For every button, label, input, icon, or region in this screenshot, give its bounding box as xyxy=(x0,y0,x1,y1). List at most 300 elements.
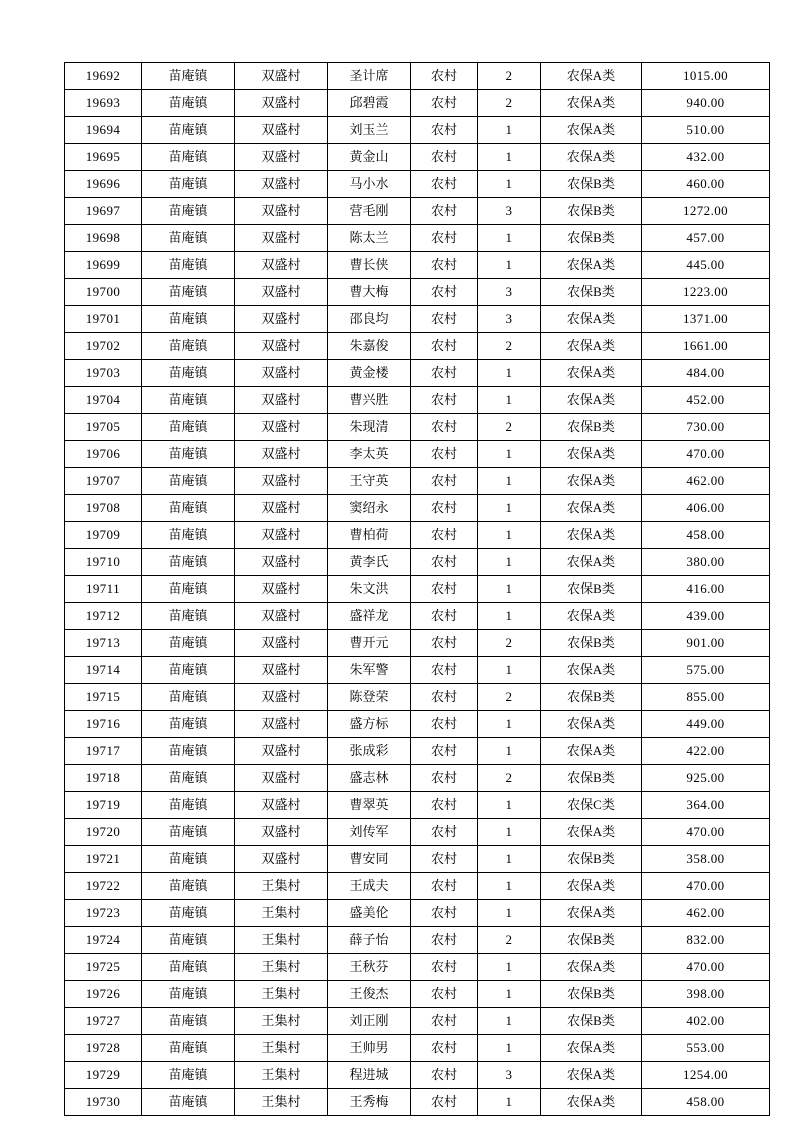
cell-amount: 832.00 xyxy=(642,927,770,954)
cell-amount: 730.00 xyxy=(642,414,770,441)
table-row xyxy=(65,1062,770,1089)
cell-town: 苗庵镇 xyxy=(142,1035,235,1062)
cell-amount: 380.00 xyxy=(642,549,770,576)
cell-town: 苗庵镇 xyxy=(142,63,235,90)
cell-town: 苗庵镇 xyxy=(142,792,235,819)
cell-id: 19728 xyxy=(65,1035,142,1062)
cell-type: 农村 xyxy=(411,171,478,198)
cell-id: 19705 xyxy=(65,414,142,441)
cell-count: 1 xyxy=(478,225,541,252)
subsidy-table xyxy=(64,62,770,1116)
cell-type: 农村 xyxy=(411,495,478,522)
table-row xyxy=(65,90,770,117)
cell-village: 双盛村 xyxy=(235,495,328,522)
table-row xyxy=(65,360,770,387)
cell-id: 19693 xyxy=(65,90,142,117)
cell-id: 19716 xyxy=(65,711,142,738)
cell-type: 农村 xyxy=(411,981,478,1008)
cell-category: 农保A类 xyxy=(541,306,642,333)
cell-category: 农保B类 xyxy=(541,1008,642,1035)
cell-name: 营毛刚 xyxy=(328,198,411,225)
cell-amount: 1223.00 xyxy=(642,279,770,306)
cell-id: 19717 xyxy=(65,738,142,765)
cell-name: 马小水 xyxy=(328,171,411,198)
cell-village: 双盛村 xyxy=(235,225,328,252)
cell-category: 农保A类 xyxy=(541,603,642,630)
cell-amount: 855.00 xyxy=(642,684,770,711)
cell-amount: 398.00 xyxy=(642,981,770,1008)
table-row xyxy=(65,549,770,576)
cell-village: 双盛村 xyxy=(235,738,328,765)
cell-type: 农村 xyxy=(411,144,478,171)
cell-village: 双盛村 xyxy=(235,441,328,468)
cell-name: 陈太兰 xyxy=(328,225,411,252)
cell-count: 1 xyxy=(478,522,541,549)
cell-village: 王集村 xyxy=(235,1008,328,1035)
cell-count: 2 xyxy=(478,765,541,792)
cell-amount: 470.00 xyxy=(642,819,770,846)
cell-category: 农保B类 xyxy=(541,765,642,792)
cell-amount: 470.00 xyxy=(642,873,770,900)
cell-name: 邵良均 xyxy=(328,306,411,333)
cell-count: 1 xyxy=(478,441,541,468)
cell-town: 苗庵镇 xyxy=(142,630,235,657)
cell-village: 双盛村 xyxy=(235,468,328,495)
cell-id: 19715 xyxy=(65,684,142,711)
cell-name: 王俊杰 xyxy=(328,981,411,1008)
cell-town: 苗庵镇 xyxy=(142,495,235,522)
cell-id: 19702 xyxy=(65,333,142,360)
cell-id: 19724 xyxy=(65,927,142,954)
table-row xyxy=(65,927,770,954)
cell-amount: 510.00 xyxy=(642,117,770,144)
cell-name: 盛祥龙 xyxy=(328,603,411,630)
cell-town: 苗庵镇 xyxy=(142,90,235,117)
cell-type: 农村 xyxy=(411,360,478,387)
cell-name: 朱现清 xyxy=(328,414,411,441)
cell-type: 农村 xyxy=(411,522,478,549)
cell-category: 农保B类 xyxy=(541,225,642,252)
cell-category: 农保A类 xyxy=(541,468,642,495)
cell-name: 圣计席 xyxy=(328,63,411,90)
cell-amount: 470.00 xyxy=(642,954,770,981)
cell-amount: 1015.00 xyxy=(642,63,770,90)
cell-id: 19709 xyxy=(65,522,142,549)
cell-id: 19721 xyxy=(65,846,142,873)
cell-type: 农村 xyxy=(411,630,478,657)
table-row xyxy=(65,738,770,765)
cell-id: 19713 xyxy=(65,630,142,657)
cell-count: 1 xyxy=(478,1035,541,1062)
cell-type: 农村 xyxy=(411,792,478,819)
cell-category: 农保B类 xyxy=(541,981,642,1008)
cell-name: 刘传军 xyxy=(328,819,411,846)
cell-town: 苗庵镇 xyxy=(142,549,235,576)
cell-amount: 445.00 xyxy=(642,252,770,279)
cell-name: 薛子怡 xyxy=(328,927,411,954)
table-row xyxy=(65,387,770,414)
table-row xyxy=(65,819,770,846)
cell-count: 2 xyxy=(478,630,541,657)
table-row xyxy=(65,711,770,738)
cell-type: 农村 xyxy=(411,819,478,846)
cell-village: 王集村 xyxy=(235,927,328,954)
cell-id: 19708 xyxy=(65,495,142,522)
cell-name: 刘正刚 xyxy=(328,1008,411,1035)
cell-category: 农保B类 xyxy=(541,279,642,306)
cell-amount: 1272.00 xyxy=(642,198,770,225)
cell-count: 2 xyxy=(478,414,541,441)
cell-count: 3 xyxy=(478,1062,541,1089)
cell-village: 王集村 xyxy=(235,900,328,927)
cell-name: 邱碧霞 xyxy=(328,90,411,117)
cell-count: 1 xyxy=(478,117,541,144)
cell-amount: 458.00 xyxy=(642,1089,770,1116)
cell-village: 双盛村 xyxy=(235,765,328,792)
table-row xyxy=(65,630,770,657)
cell-count: 3 xyxy=(478,198,541,225)
cell-town: 苗庵镇 xyxy=(142,846,235,873)
cell-name: 曹柏荷 xyxy=(328,522,411,549)
cell-type: 农村 xyxy=(411,387,478,414)
cell-amount: 358.00 xyxy=(642,846,770,873)
cell-category: 农保B类 xyxy=(541,630,642,657)
cell-town: 苗庵镇 xyxy=(142,873,235,900)
cell-village: 王集村 xyxy=(235,1062,328,1089)
cell-town: 苗庵镇 xyxy=(142,441,235,468)
cell-category: 农保A类 xyxy=(541,873,642,900)
cell-town: 苗庵镇 xyxy=(142,738,235,765)
cell-count: 1 xyxy=(478,252,541,279)
cell-village: 双盛村 xyxy=(235,630,328,657)
table-row xyxy=(65,468,770,495)
cell-name: 朱军警 xyxy=(328,657,411,684)
cell-count: 1 xyxy=(478,360,541,387)
cell-name: 王帅男 xyxy=(328,1035,411,1062)
table-row xyxy=(65,225,770,252)
cell-name: 王守英 xyxy=(328,468,411,495)
cell-village: 王集村 xyxy=(235,873,328,900)
cell-amount: 432.00 xyxy=(642,144,770,171)
cell-type: 农村 xyxy=(411,117,478,144)
cell-type: 农村 xyxy=(411,441,478,468)
cell-category: 农保B类 xyxy=(541,198,642,225)
cell-amount: 940.00 xyxy=(642,90,770,117)
cell-town: 苗庵镇 xyxy=(142,279,235,306)
cell-count: 1 xyxy=(478,387,541,414)
cell-town: 苗庵镇 xyxy=(142,711,235,738)
cell-name: 王成夫 xyxy=(328,873,411,900)
cell-village: 王集村 xyxy=(235,1089,328,1116)
cell-town: 苗庵镇 xyxy=(142,171,235,198)
cell-id: 19725 xyxy=(65,954,142,981)
cell-id: 19694 xyxy=(65,117,142,144)
table-row xyxy=(65,117,770,144)
cell-name: 黄李氏 xyxy=(328,549,411,576)
cell-town: 苗庵镇 xyxy=(142,522,235,549)
cell-category: 农保A类 xyxy=(541,657,642,684)
cell-village: 双盛村 xyxy=(235,576,328,603)
cell-type: 农村 xyxy=(411,927,478,954)
cell-town: 苗庵镇 xyxy=(142,684,235,711)
cell-amount: 452.00 xyxy=(642,387,770,414)
cell-id: 19697 xyxy=(65,198,142,225)
cell-town: 苗庵镇 xyxy=(142,144,235,171)
cell-amount: 462.00 xyxy=(642,468,770,495)
cell-type: 农村 xyxy=(411,846,478,873)
cell-type: 农村 xyxy=(411,603,478,630)
cell-count: 1 xyxy=(478,657,541,684)
cell-town: 苗庵镇 xyxy=(142,387,235,414)
cell-count: 1 xyxy=(478,495,541,522)
cell-amount: 575.00 xyxy=(642,657,770,684)
cell-id: 19719 xyxy=(65,792,142,819)
cell-amount: 925.00 xyxy=(642,765,770,792)
cell-town: 苗庵镇 xyxy=(142,1008,235,1035)
cell-town: 苗庵镇 xyxy=(142,954,235,981)
cell-category: 农保A类 xyxy=(541,90,642,117)
cell-amount: 364.00 xyxy=(642,792,770,819)
cell-name: 黄金山 xyxy=(328,144,411,171)
cell-category: 农保B类 xyxy=(541,846,642,873)
table-row xyxy=(65,441,770,468)
table-row xyxy=(65,900,770,927)
cell-id: 19703 xyxy=(65,360,142,387)
cell-type: 农村 xyxy=(411,738,478,765)
cell-town: 苗庵镇 xyxy=(142,819,235,846)
cell-type: 农村 xyxy=(411,576,478,603)
cell-town: 苗庵镇 xyxy=(142,1089,235,1116)
table-row xyxy=(65,279,770,306)
table-row xyxy=(65,954,770,981)
cell-id: 19706 xyxy=(65,441,142,468)
table-row xyxy=(65,63,770,90)
cell-name: 王秋芬 xyxy=(328,954,411,981)
cell-count: 3 xyxy=(478,306,541,333)
cell-id: 19698 xyxy=(65,225,142,252)
cell-type: 农村 xyxy=(411,549,478,576)
table-row xyxy=(65,306,770,333)
cell-count: 1 xyxy=(478,171,541,198)
table-body xyxy=(65,63,770,1116)
cell-id: 19701 xyxy=(65,306,142,333)
cell-id: 19696 xyxy=(65,171,142,198)
cell-name: 盛美伦 xyxy=(328,900,411,927)
cell-name: 曹兴胜 xyxy=(328,387,411,414)
cell-village: 王集村 xyxy=(235,954,328,981)
cell-type: 农村 xyxy=(411,684,478,711)
cell-town: 苗庵镇 xyxy=(142,225,235,252)
cell-category: 农保A类 xyxy=(541,1089,642,1116)
cell-type: 农村 xyxy=(411,252,478,279)
table-row xyxy=(65,171,770,198)
table-row xyxy=(65,603,770,630)
cell-category: 农保A类 xyxy=(541,819,642,846)
cell-town: 苗庵镇 xyxy=(142,603,235,630)
cell-type: 农村 xyxy=(411,1062,478,1089)
cell-town: 苗庵镇 xyxy=(142,414,235,441)
cell-village: 双盛村 xyxy=(235,711,328,738)
cell-village: 双盛村 xyxy=(235,63,328,90)
cell-type: 农村 xyxy=(411,468,478,495)
cell-count: 1 xyxy=(478,792,541,819)
cell-count: 1 xyxy=(478,468,541,495)
cell-id: 19729 xyxy=(65,1062,142,1089)
cell-id: 19726 xyxy=(65,981,142,1008)
cell-id: 19720 xyxy=(65,819,142,846)
table-row xyxy=(65,144,770,171)
cell-name: 李太英 xyxy=(328,441,411,468)
cell-type: 农村 xyxy=(411,711,478,738)
cell-village: 双盛村 xyxy=(235,252,328,279)
cell-category: 农保B类 xyxy=(541,927,642,954)
cell-id: 19723 xyxy=(65,900,142,927)
cell-town: 苗庵镇 xyxy=(142,1062,235,1089)
cell-name: 曹大梅 xyxy=(328,279,411,306)
cell-village: 双盛村 xyxy=(235,684,328,711)
cell-type: 农村 xyxy=(411,1089,478,1116)
cell-town: 苗庵镇 xyxy=(142,657,235,684)
cell-town: 苗庵镇 xyxy=(142,360,235,387)
cell-category: 农保A类 xyxy=(541,252,642,279)
table-row xyxy=(65,576,770,603)
cell-amount: 460.00 xyxy=(642,171,770,198)
cell-id: 19704 xyxy=(65,387,142,414)
cell-count: 2 xyxy=(478,90,541,117)
table-row xyxy=(65,333,770,360)
cell-id: 19730 xyxy=(65,1089,142,1116)
cell-count: 1 xyxy=(478,711,541,738)
cell-count: 1 xyxy=(478,144,541,171)
cell-id: 19700 xyxy=(65,279,142,306)
cell-type: 农村 xyxy=(411,198,478,225)
cell-name: 窦绍永 xyxy=(328,495,411,522)
cell-village: 双盛村 xyxy=(235,549,328,576)
cell-village: 双盛村 xyxy=(235,819,328,846)
cell-count: 1 xyxy=(478,846,541,873)
cell-category: 农保A类 xyxy=(541,333,642,360)
cell-count: 1 xyxy=(478,954,541,981)
cell-amount: 553.00 xyxy=(642,1035,770,1062)
cell-category: 农保A类 xyxy=(541,495,642,522)
cell-village: 双盛村 xyxy=(235,117,328,144)
cell-count: 1 xyxy=(478,873,541,900)
cell-amount: 462.00 xyxy=(642,900,770,927)
cell-category: 农保A类 xyxy=(541,63,642,90)
cell-town: 苗庵镇 xyxy=(142,333,235,360)
cell-type: 农村 xyxy=(411,63,478,90)
cell-count: 1 xyxy=(478,603,541,630)
cell-category: 农保A类 xyxy=(541,360,642,387)
cell-count: 1 xyxy=(478,1008,541,1035)
cell-count: 3 xyxy=(478,279,541,306)
cell-id: 19707 xyxy=(65,468,142,495)
cell-amount: 901.00 xyxy=(642,630,770,657)
cell-village: 双盛村 xyxy=(235,657,328,684)
cell-category: 农保A类 xyxy=(541,1035,642,1062)
table-row xyxy=(65,657,770,684)
cell-name: 曹长侠 xyxy=(328,252,411,279)
cell-amount: 1371.00 xyxy=(642,306,770,333)
cell-name: 曹开元 xyxy=(328,630,411,657)
cell-type: 农村 xyxy=(411,900,478,927)
table-row xyxy=(65,198,770,225)
table-row xyxy=(65,252,770,279)
table-row xyxy=(65,873,770,900)
cell-count: 2 xyxy=(478,927,541,954)
cell-village: 双盛村 xyxy=(235,90,328,117)
cell-town: 苗庵镇 xyxy=(142,765,235,792)
cell-village: 双盛村 xyxy=(235,387,328,414)
cell-category: 农保A类 xyxy=(541,900,642,927)
cell-amount: 1661.00 xyxy=(642,333,770,360)
cell-name: 陈登荣 xyxy=(328,684,411,711)
cell-type: 农村 xyxy=(411,90,478,117)
cell-name: 张成彩 xyxy=(328,738,411,765)
cell-category: 农保B类 xyxy=(541,171,642,198)
table-row xyxy=(65,1089,770,1116)
cell-type: 农村 xyxy=(411,225,478,252)
cell-count: 2 xyxy=(478,63,541,90)
cell-id: 19712 xyxy=(65,603,142,630)
table-row xyxy=(65,981,770,1008)
cell-village: 王集村 xyxy=(235,1035,328,1062)
cell-village: 双盛村 xyxy=(235,846,328,873)
table-row xyxy=(65,765,770,792)
cell-village: 双盛村 xyxy=(235,414,328,441)
cell-count: 1 xyxy=(478,576,541,603)
cell-village: 双盛村 xyxy=(235,360,328,387)
cell-count: 1 xyxy=(478,900,541,927)
cell-name: 曹安同 xyxy=(328,846,411,873)
cell-town: 苗庵镇 xyxy=(142,252,235,279)
cell-amount: 439.00 xyxy=(642,603,770,630)
cell-name: 刘玉兰 xyxy=(328,117,411,144)
cell-town: 苗庵镇 xyxy=(142,117,235,144)
cell-type: 农村 xyxy=(411,414,478,441)
cell-village: 双盛村 xyxy=(235,792,328,819)
cell-name: 朱嘉俊 xyxy=(328,333,411,360)
table-row xyxy=(65,846,770,873)
cell-amount: 416.00 xyxy=(642,576,770,603)
cell-category: 农保A类 xyxy=(541,711,642,738)
cell-name: 黄金楼 xyxy=(328,360,411,387)
cell-type: 农村 xyxy=(411,873,478,900)
cell-type: 农村 xyxy=(411,657,478,684)
cell-type: 农村 xyxy=(411,1035,478,1062)
cell-amount: 484.00 xyxy=(642,360,770,387)
table-row xyxy=(65,1035,770,1062)
cell-name: 盛志林 xyxy=(328,765,411,792)
cell-type: 农村 xyxy=(411,279,478,306)
cell-category: 农保B类 xyxy=(541,684,642,711)
cell-village: 双盛村 xyxy=(235,306,328,333)
cell-count: 2 xyxy=(478,684,541,711)
cell-village: 双盛村 xyxy=(235,603,328,630)
cell-town: 苗庵镇 xyxy=(142,468,235,495)
cell-town: 苗庵镇 xyxy=(142,981,235,1008)
cell-category: 农保A类 xyxy=(541,441,642,468)
cell-type: 农村 xyxy=(411,1008,478,1035)
cell-amount: 402.00 xyxy=(642,1008,770,1035)
cell-count: 1 xyxy=(478,981,541,1008)
cell-category: 农保A类 xyxy=(541,954,642,981)
cell-id: 19695 xyxy=(65,144,142,171)
table-row xyxy=(65,522,770,549)
cell-id: 19714 xyxy=(65,657,142,684)
cell-id: 19692 xyxy=(65,63,142,90)
cell-amount: 457.00 xyxy=(642,225,770,252)
